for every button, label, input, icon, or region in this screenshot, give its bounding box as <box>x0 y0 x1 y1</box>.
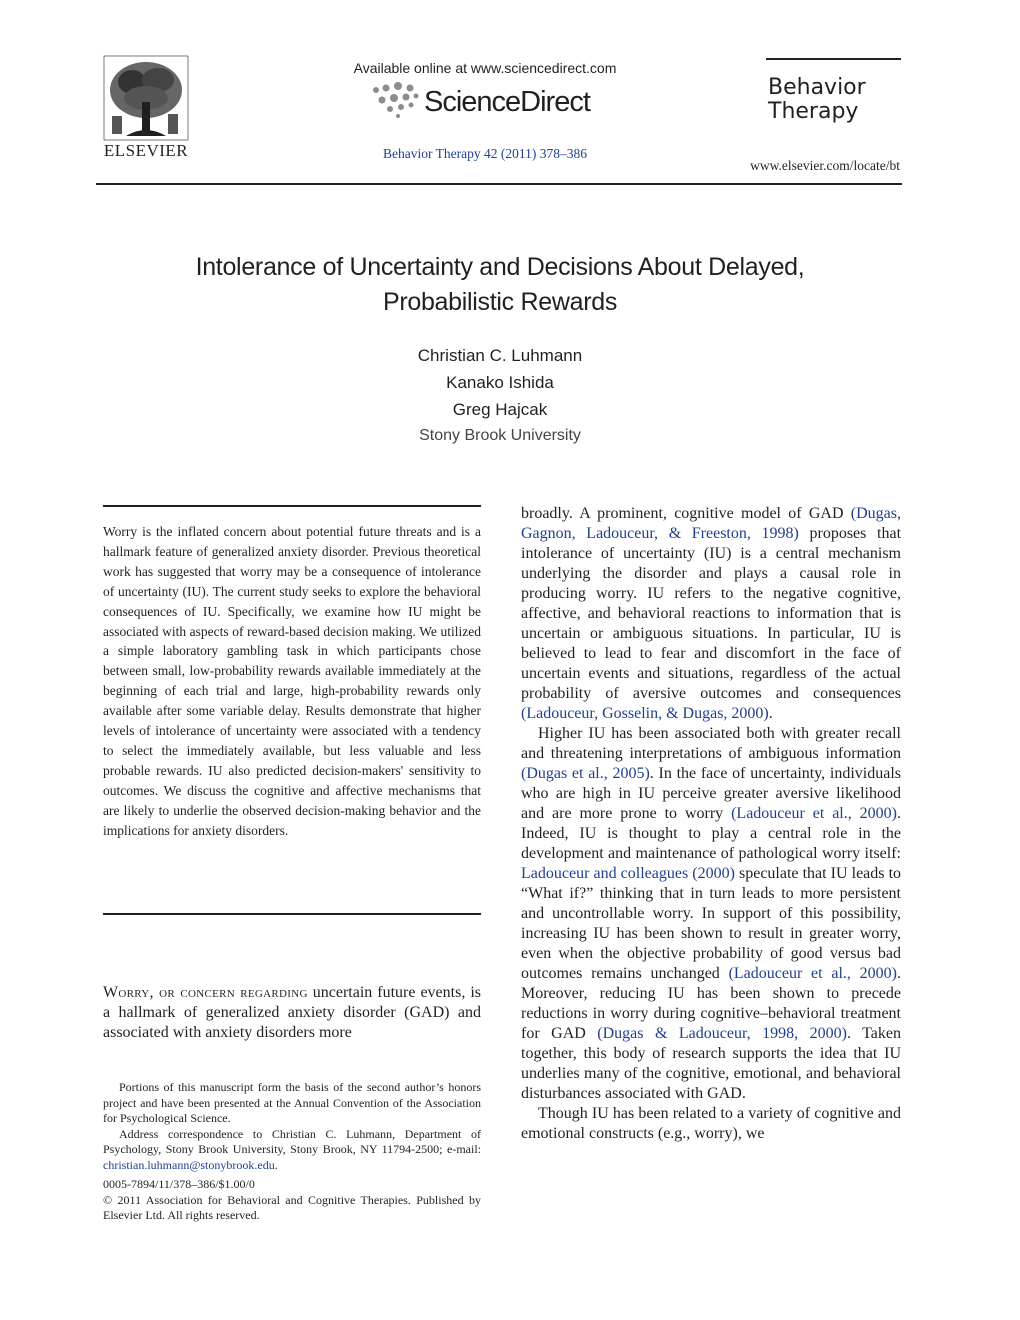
article-title-line-2: Probabilistic Rewards <box>382 288 618 316</box>
body-text: . Moreover, reducing IU has been shown to precede reductions in worry during cognitive–behavioral treatment for GAD <box>521 965 902 1042</box>
body-text: Higher IU has been associated both with greater recall and threatening interpretations of ambiguous information <box>521 725 901 762</box>
journal-name-line-1: Behavior <box>768 75 866 100</box>
author-name: Greg Hajcak <box>452 400 548 419</box>
journal-name-line-2: Therapy <box>768 99 859 124</box>
author-affiliation: Stony Brook University <box>419 427 581 444</box>
body-text: Though IU has been related to a variety of cognitive and emotional constructs (e.g., worry), we <box>521 1105 901 1142</box>
body-text: broadly. A prominent, cognitive model of GAD <box>521 505 851 522</box>
journal-url[interactable]: www.elsevier.com/locate/bt <box>750 158 900 173</box>
journal-name-rule <box>766 58 901 60</box>
body-text: . Indeed, IU is thought to play a central role in the development and maintenance of pathological worry itself: <box>521 805 902 862</box>
citation-link[interactable]: (Dugas & Ladouceur, 1998, 2000) <box>597 1025 847 1042</box>
citation-link[interactable]: (Ladouceur et al., 2000) <box>728 965 898 982</box>
abstract-top-rule <box>103 505 481 507</box>
citation-link[interactable]: Ladouceur and colleagues (2000) <box>521 865 735 882</box>
footnote-acknowledgment: Portions of this manuscript form the basis of the second author’s honors project and have been presented at the Annual Convention of the Association for Psychological Science. <box>103 1080 481 1125</box>
available-online-text: Available online at www.sciencedirect.com <box>353 60 617 76</box>
intro-text: uncertain future events, is a hallmark of generalized anxiety disorder (GAD) and associated with anxiety disorders more <box>103 984 481 1041</box>
abstract-text: Worry is the inflated concern about potential future threats and is a hallmark feature of generalized anxiety disorder. Previous theoretical work has suggested that worry may be a consequence of intolerance of uncertainty (IU). The current study seeks to explore the behavioral consequences of IU. Specifically, we examine how IU might be associated with aspects of reward-based decision making. We utilized a simple laboratory gambling task in which participants chose between small, low-probability rewards available immediately at the beginning of each trial and large, high-probability rewards only available after some variable delay. Results demonstrate that higher levels of intolerance of uncertainty were associated with a tendency to select the immediately available, but less valuable and less probable rewards. IU also predicted decision-makers' sensitivity to outcomes. We discuss the cognitive and affective mechanisms that are likely to underlie the observed decision-making behavior and the implications for anxiety disorders. <box>103 524 481 838</box>
right-column-body <box>521 504 901 1144</box>
correspondence-email-link[interactable]: christian.luhmann@stonybrook.edu <box>103 1157 275 1172</box>
author-name: Christian C. Luhmann <box>417 346 583 365</box>
body-text: proposes that intolerance of uncertainty (IU) is a central mechanism underlying the disorder and plays a causal role in producing worry. IU refers to the negative cognitive, affective, and behavioral reactions to information that is uncertain or ambiguous situations. In particular, IU is believed to lead to fear and discomfort in the face of uncertain events and situations, regardless of the actual probability of aversive outcomes and consequences <box>521 525 902 702</box>
body-text: . In the face of uncertainty, individuals who are high in IU perceive greater aversive likelihood and are more prone to worry <box>521 765 901 822</box>
citation-link[interactable]: (Ladouceur et al., 2000) <box>731 805 898 822</box>
issn-line: 0005-7894/11/378–386/$1.00/0 <box>103 1177 255 1191</box>
sciencedirect-wordmark: ScienceDirect <box>424 86 590 118</box>
body-text: . Taken together, this body of research supports the idea that IU underlies many of the cognitive, emotional, and behavioral disturbances associated with GAD. <box>521 1025 902 1102</box>
article-title-line-1: Intolerance of Uncertainty and Decisions About Delayed, <box>195 253 805 281</box>
publisher-name: ELSEVIER <box>103 141 189 160</box>
body-paragraph-1 <box>521 504 901 724</box>
citation-link[interactable]: (Dugas, Gagnon, Ladouceur, & Freeston, 1998) <box>521 505 901 542</box>
citation-link[interactable]: (Dugas et al., 2005) <box>521 765 650 782</box>
article-title <box>100 250 900 320</box>
footnotes <box>103 1080 481 1224</box>
body-text: . <box>768 705 773 722</box>
body-paragraph-2 <box>521 724 901 1104</box>
copyright-line: © 2011 Association for Behavioral and Cognitive Therapies. Published by Elsevier Ltd. All rights reserved. <box>103 1192 481 1222</box>
journal-reference[interactable]: Behavior Therapy 42 (2011) 378–386 <box>383 146 587 161</box>
correspondence-address: Address correspondence to Christian C. Luhmann, Department of Psychology, Stony Brook University, Stony Brook, NY 11794-2500; e-mail: <box>103 1126 481 1156</box>
footnote-correspondence <box>103 1127 481 1174</box>
citation-link[interactable]: (Ladouceur, Gosselin, & Dugas, 2000) <box>521 705 769 722</box>
author-name: Kanako Ishida <box>446 373 554 392</box>
abstract-bottom-rule <box>103 913 481 915</box>
body-text: speculate that IU leads to “What if?” thinking that in turn leads to more persistent and uncontrollable worry. In support of this possibility, increasing IU has been shown to result in greater worry, even when the objective probability of good versus bad outcomes remains unchanged <box>521 865 902 982</box>
journal-name <box>768 76 866 124</box>
correspondence-end: . <box>274 1157 278 1172</box>
intro-paragraph <box>103 983 481 1043</box>
intro-lead-in: Worry, or concern regarding <box>103 984 308 1001</box>
body-paragraph-3 <box>521 1104 901 1144</box>
header-divider <box>96 183 902 185</box>
